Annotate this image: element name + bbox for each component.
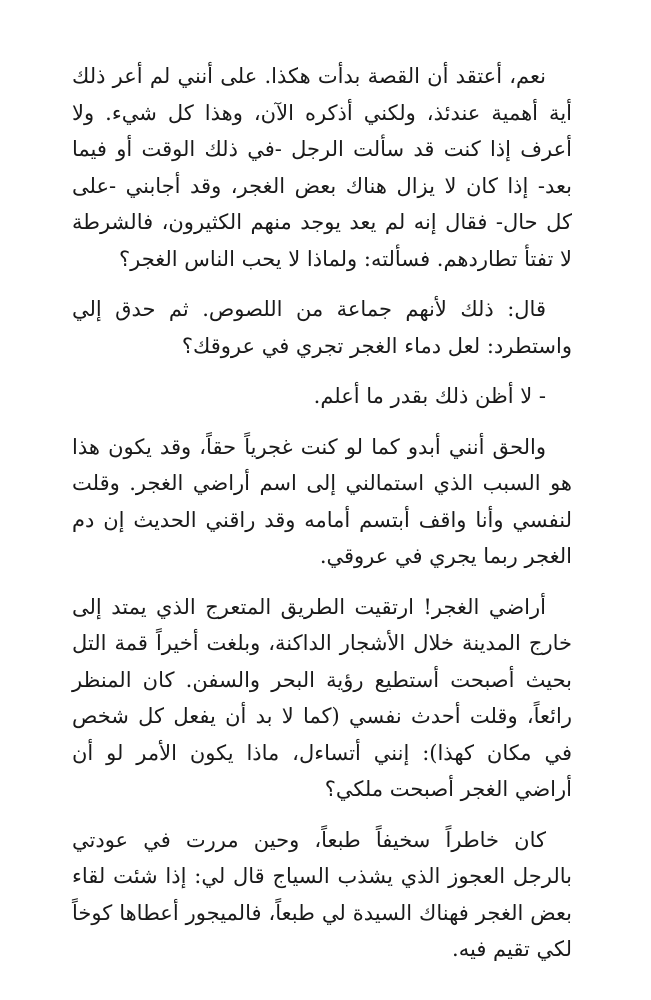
book-page bbox=[72, 58, 572, 982]
paragraph-3: - لا أظن ذلك بقدر ما أعلم. bbox=[313, 384, 546, 408]
paragraph-5: أراضي الغجر! ارتقيت الطريق المتعرج الذي يمتد إلى خارج المدينة خلال الأشجار الداكنة، وبلغت أخيراً قمة التل بحيث أصبحت أستطيع رؤية البحر والسفن. كان المنظر رائعاً، وقلت أحدث نفسي (كما لا بد أن يفعل كل شخص في مكان كهذا): إنني أتساءل، ماذا يكون الأمر لو أن أراضي الغجر أصبحت ملكي؟ bbox=[72, 594, 572, 801]
paragraph-2: قال: ذلك لأنهم جماعة من اللصوص. ثم حدق إلي واستطرد: لعل دماء الغجر تجري في عروقك؟ bbox=[72, 297, 572, 358]
paragraph-4: والحق أنني أبدو كما لو كنت غجرياً حقاً، وقد يكون هذا هو السبب الذي استمالني إلى اسم أراضي الغجر. وقلت لنفسي وأنا واقف أبتسم أمامه وقد راقني الحديث إن دم الغجر ربما يجري في عروقي. bbox=[72, 434, 572, 568]
paragraph-6: كان خاطراً سخيفاً طبعاً، وحين مررت في عودتي بالرجل العجوز الذي يشذب السياج قال لي: إذا شئت لقاء بعض الغجر فهناك السيدة لي طبعاً، فالميجور أعطاها كوخاً لكي تقيم فيه. bbox=[72, 827, 572, 961]
paragraph-1: نعم، أعتقد أن القصة بدأت هكذا. على أنني لم أعر ذلك أية أهمية عندئذ، ولكني أذكره الآن، وهذا كل شيء. ولا أعرف إذا كنت قد سألت الرجل -في ذلك الوقت أو فيما بعد- إذا كان لا يزال هناك بعض الغجر، وقد أجابني -على كل حال- فقال إنه لم يعد يوجد منهم الكثيرون، فالشرطة لا تفتأ تطاردهم. فسألته: ولماذا لا يحب الناس الغجر؟ bbox=[72, 64, 572, 271]
